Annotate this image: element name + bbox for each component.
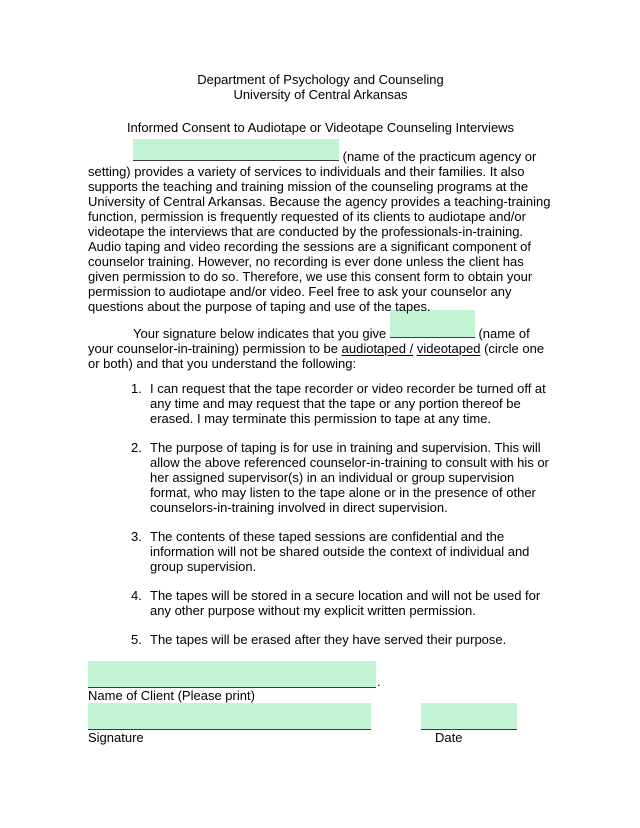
- paragraph-signature-intro: [88, 324, 553, 371]
- list-item: [131, 588, 553, 618]
- list-item: [131, 440, 553, 515]
- item-text: The tapes will be stored in a secure location and will not be used for any other purpose without my explicit written permission.: [150, 588, 541, 618]
- client-name-label: Name of Client (Please print): [88, 688, 255, 703]
- videotaped-option: videotaped: [416, 341, 481, 356]
- header-department: Department of Psychology and Counseling: [197, 72, 444, 87]
- counselor-name-field[interactable]: [390, 324, 475, 338]
- paragraph-agency-intro: [88, 147, 553, 314]
- list-item: [131, 529, 553, 574]
- agency-name-field[interactable]: [133, 147, 339, 161]
- item-number: 1.: [131, 381, 142, 396]
- signature-section: [88, 661, 553, 745]
- item-text: I can request that the tape recorder or video recorder be turned off at any time and may request that the tape or any portion thereof be erased. I may terminate this permission to tape at any time.: [150, 381, 546, 426]
- consent-conditions-list: [88, 381, 553, 647]
- item-number: 2.: [131, 440, 142, 455]
- date-column: [421, 703, 517, 745]
- document-header: [88, 72, 553, 102]
- item-text: The contents of these taped sessions are confidential and the information will not be shared outside the context of individual and group supervision.: [150, 529, 530, 574]
- client-name-line-period: .: [377, 674, 381, 689]
- signature-label: Signature: [88, 730, 144, 745]
- paragraph-signature-tail: (circle one or both) and that you understand the following:: [88, 341, 545, 371]
- paragraph-signature-lead: Your signature below indicates that you give: [133, 326, 387, 341]
- item-text: The tapes will be erased after they have served their purpose.: [150, 632, 507, 647]
- signature-column: [88, 703, 371, 745]
- signature-date-row: [88, 703, 553, 745]
- paragraph-signature-middle: (name of your counselor-in-training) permission to be: [88, 326, 530, 356]
- item-number: 5.: [131, 632, 142, 647]
- signature-field[interactable]: [88, 703, 371, 730]
- client-name-line: [88, 661, 553, 688]
- page-title: Informed Consent to Audiotape or Videotape Counseling Interviews: [126, 120, 515, 135]
- item-text: The purpose of taping is for use in training and supervision. This will allow the above referenced counselor-in-training to consult with his or her assigned supervisor(s) in an individual or group supervision format, who may listen to the tape alone or in the presence of other counselors-in-training involved in direct supervision.: [150, 440, 549, 515]
- list-item: [131, 381, 553, 426]
- header-university: University of Central Arkansas: [233, 87, 408, 102]
- date-field[interactable]: [421, 703, 517, 730]
- item-number: 4.: [131, 588, 142, 603]
- date-label: Date: [435, 730, 463, 745]
- list-item: [131, 632, 553, 647]
- audiotaped-option: audiotaped /: [341, 341, 414, 356]
- item-number: 3.: [131, 529, 142, 544]
- paragraph-agency-text: (name of the practicum agency or setting) provides a variety of services to individuals and their families. It also supports the teaching and training mission of the counseling programs at the University of Central Arkansas. Because the agency provides a teaching-training function, permission is frequently requested of its clients to audiotape and/or videotape the interviews that are conducted by the professionals-in-training. Audio taping and video recording the sessions are a significant component of counselor training. However, no recording is ever done unless the client has given permission to do so. Therefore, we use this consent form to obtain your permission to audiotape and/or video. Feel free to ask your counselor any questions about the purpose of taping and use of the tapes.: [88, 149, 551, 314]
- client-name-field[interactable]: [88, 661, 376, 688]
